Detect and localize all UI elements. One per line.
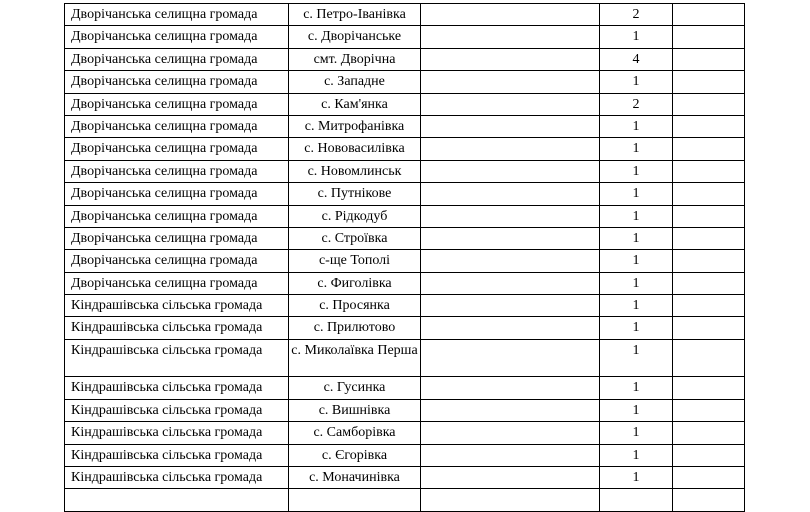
empty-cell [421, 317, 600, 339]
settlement-cell [289, 183, 421, 205]
count-cell [600, 317, 673, 339]
hromada-text: Дворічанська селищна громада [71, 230, 258, 246]
count-cell [600, 444, 673, 466]
settlement-text: с. Петро-Іванівка [303, 7, 406, 22]
settlement-cell [289, 93, 421, 115]
empty-cell [673, 466, 745, 488]
hromada-text: Кіндрашівська сільська громада [71, 298, 263, 314]
settlement-cell [289, 295, 421, 317]
settlement-text: с. Миколаївка Перша [291, 342, 418, 358]
settlement-cell [289, 205, 421, 227]
hromada-cell [65, 295, 289, 317]
hromada-cell [65, 115, 289, 137]
settlement-text: с. Митрофанівка [304, 118, 405, 134]
table-row [65, 183, 745, 205]
table-row [65, 399, 745, 421]
count-text: 1 [632, 298, 640, 314]
count-cell [600, 71, 673, 93]
count-cell [600, 138, 673, 160]
hromada-cell [65, 466, 289, 488]
table-row [65, 466, 745, 488]
empty-cell [673, 205, 745, 227]
hromada-cell [65, 317, 289, 339]
empty-cell [421, 422, 600, 444]
settlement-text: с. Строївка [321, 230, 388, 246]
hromada-cell [65, 399, 289, 421]
count-text: 1 [632, 342, 640, 358]
settlement-cell [289, 466, 421, 488]
count-cell [600, 377, 673, 399]
empty-cell [421, 71, 600, 93]
hromada-cell [65, 48, 289, 70]
empty-cell [421, 489, 600, 511]
table-row [65, 93, 745, 115]
empty-cell [673, 489, 745, 511]
settlement-text: с. Фиголівка [317, 275, 392, 291]
table-row [65, 339, 745, 377]
table-row [65, 295, 745, 317]
count-text: 1 [632, 208, 640, 224]
table-row [65, 160, 745, 182]
settlement-text: с. Нововасилівка [304, 141, 405, 157]
count-cell [600, 4, 673, 26]
empty-cell [421, 339, 600, 377]
settlement-cell [289, 272, 421, 294]
hromada-text: Дворічанська селищна громада [71, 141, 258, 157]
empty-cell [673, 250, 745, 272]
count-cell [600, 183, 673, 205]
settlement-text: с. Путнікове [317, 186, 392, 202]
hromada-text: Дворічанська селищна громада [71, 275, 258, 291]
hromada-text: Дворічанська селищна громада [71, 163, 258, 179]
table-row [65, 272, 745, 294]
settlement-cell [289, 48, 421, 70]
hromada-text: Дворічанська селищна громада [71, 186, 258, 202]
table-row [65, 444, 745, 466]
table-row [65, 317, 745, 339]
table-row [65, 250, 745, 272]
count-text: 1 [632, 447, 640, 463]
hromada-text: Кіндрашівська сільська громада [71, 342, 263, 358]
empty-cell [673, 115, 745, 137]
settlement-text: с. Дворічанське [307, 29, 402, 45]
hromada-text: Дворічанська селищна громада [71, 29, 258, 45]
empty-cell [673, 138, 745, 160]
empty-cell [421, 4, 600, 26]
settlement-cell [289, 227, 421, 249]
count-text: 1 [632, 253, 640, 269]
hromada-cell [65, 4, 289, 26]
settlement-text: с. Западне [324, 74, 385, 90]
settlement-cell [289, 444, 421, 466]
settlement-cell [289, 422, 421, 444]
table-row [65, 4, 745, 26]
empty-cell [421, 48, 600, 70]
empty-cell [421, 93, 600, 115]
table-row [65, 48, 745, 70]
table-row [65, 71, 745, 93]
table-row [65, 489, 745, 511]
empty-cell [673, 183, 745, 205]
empty-cell [421, 272, 600, 294]
settlement-text: с. Єгорівка [321, 447, 388, 463]
empty-cell [421, 466, 600, 488]
hromada-text: Кіндрашівська сільська громада [71, 425, 263, 441]
settlement-text: с. Новомлинськ [307, 163, 402, 179]
settlement-cell [289, 339, 421, 377]
settlement-cell [289, 489, 421, 511]
empty-cell [673, 339, 745, 377]
empty-cell [421, 250, 600, 272]
count-text: 1 [632, 402, 640, 418]
table-row [65, 227, 745, 249]
settlement-text: с. Гусинка [323, 380, 386, 396]
settlement-text: с. Прилютово [313, 320, 396, 336]
table-row [65, 138, 745, 160]
count-cell [600, 205, 673, 227]
hromada-text: Кіндрашівська сільська громада [71, 447, 263, 463]
count-text [600, 489, 672, 491]
count-text: 1 [632, 141, 640, 157]
count-cell [600, 339, 673, 377]
count-cell [600, 272, 673, 294]
count-cell [600, 48, 673, 70]
count-cell [600, 250, 673, 272]
hromada-cell [65, 227, 289, 249]
settlement-cell [289, 115, 421, 137]
count-text: 1 [632, 320, 640, 336]
count-cell [600, 295, 673, 317]
settlement-text: с-ще Тополі [318, 253, 391, 269]
empty-cell [673, 4, 745, 26]
empty-cell [673, 160, 745, 182]
hromada-text: Дворічанська селищна громада [71, 7, 258, 22]
count-text: 2 [632, 7, 640, 22]
empty-cell [673, 26, 745, 48]
hromada-text: Дворічанська селищна громада [71, 118, 258, 134]
empty-cell [673, 422, 745, 444]
hromada-cell [65, 205, 289, 227]
settlement-text: с. Самборівка [313, 425, 396, 441]
count-cell [600, 160, 673, 182]
empty-cell [673, 227, 745, 249]
count-text: 1 [632, 230, 640, 246]
count-text: 1 [632, 163, 640, 179]
settlement-cell [289, 138, 421, 160]
count-text: 4 [632, 51, 640, 67]
hromada-text [71, 489, 288, 491]
settlement-cell [289, 399, 421, 421]
hromada-cell [65, 138, 289, 160]
hromada-text: Дворічанська селищна громада [71, 96, 258, 112]
empty-cell [421, 295, 600, 317]
table-row [65, 205, 745, 227]
count-text: 1 [632, 186, 640, 202]
settlement-cell [289, 250, 421, 272]
hromada-text: Кіндрашівська сільська громада [71, 469, 263, 485]
count-text: 2 [632, 96, 640, 112]
empty-cell [421, 183, 600, 205]
empty-cell [421, 160, 600, 182]
empty-cell [421, 138, 600, 160]
hromada-cell [65, 26, 289, 48]
empty-cell [673, 317, 745, 339]
table-row [65, 26, 745, 48]
hromada-text: Дворічанська селищна громада [71, 253, 258, 269]
hromada-cell [65, 183, 289, 205]
count-text: 1 [632, 275, 640, 291]
settlements-table-body [65, 4, 745, 512]
empty-cell [673, 93, 745, 115]
settlement-text: с. Моначинівка [309, 469, 400, 485]
count-cell [600, 399, 673, 421]
empty-cell [673, 48, 745, 70]
empty-cell [421, 227, 600, 249]
settlement-text: с. Кам'янка [321, 96, 388, 112]
empty-cell [421, 377, 600, 399]
settlement-cell [289, 160, 421, 182]
settlement-text [289, 489, 420, 491]
empty-cell [673, 272, 745, 294]
empty-cell [421, 399, 600, 421]
empty-cell [421, 205, 600, 227]
count-cell [600, 93, 673, 115]
empty-cell [673, 295, 745, 317]
count-text: 1 [632, 425, 640, 441]
empty-cell [421, 26, 600, 48]
count-text: 1 [632, 74, 640, 90]
settlements-table [64, 3, 745, 512]
count-cell [600, 227, 673, 249]
hromada-cell [65, 422, 289, 444]
empty-cell [421, 444, 600, 466]
hromada-cell [65, 377, 289, 399]
settlement-text: смт. Дворічна [313, 51, 396, 67]
hromada-cell [65, 71, 289, 93]
count-cell [600, 115, 673, 137]
table-row [65, 377, 745, 399]
hromada-cell [65, 93, 289, 115]
hromada-text: Дворічанська селищна громада [71, 74, 258, 90]
settlement-cell [289, 4, 421, 26]
settlement-cell [289, 377, 421, 399]
settlement-text: с. Просянка [319, 298, 390, 314]
settlement-text: с. Рідкодуб [321, 208, 388, 224]
hromada-text: Дворічанська селищна громада [71, 208, 258, 224]
count-text: 1 [632, 29, 640, 45]
empty-cell [673, 399, 745, 421]
settlement-text: с. Вишнівка [318, 402, 391, 418]
settlement-cell [289, 71, 421, 93]
empty-cell [673, 444, 745, 466]
empty-cell [421, 115, 600, 137]
hromada-text: Дворічанська селищна громада [71, 51, 258, 67]
table-row [65, 422, 745, 444]
count-cell [600, 489, 673, 511]
hromada-cell [65, 339, 289, 377]
count-text: 1 [632, 469, 640, 485]
count-cell [600, 422, 673, 444]
table-row [65, 115, 745, 137]
hromada-text: Кіндрашівська сільська громада [71, 380, 263, 396]
count-text: 1 [632, 380, 640, 396]
count-cell [600, 26, 673, 48]
hromada-cell [65, 160, 289, 182]
settlement-cell [289, 317, 421, 339]
settlement-cell [289, 26, 421, 48]
count-text: 1 [632, 118, 640, 134]
hromada-cell [65, 250, 289, 272]
hromada-cell [65, 272, 289, 294]
hromada-text: Кіндрашівська сільська громада [71, 320, 263, 336]
hromada-cell [65, 444, 289, 466]
count-cell [600, 466, 673, 488]
hromada-cell [65, 489, 289, 511]
empty-cell [673, 71, 745, 93]
hromada-text: Кіндрашівська сільська громада [71, 402, 263, 418]
empty-cell [673, 377, 745, 399]
